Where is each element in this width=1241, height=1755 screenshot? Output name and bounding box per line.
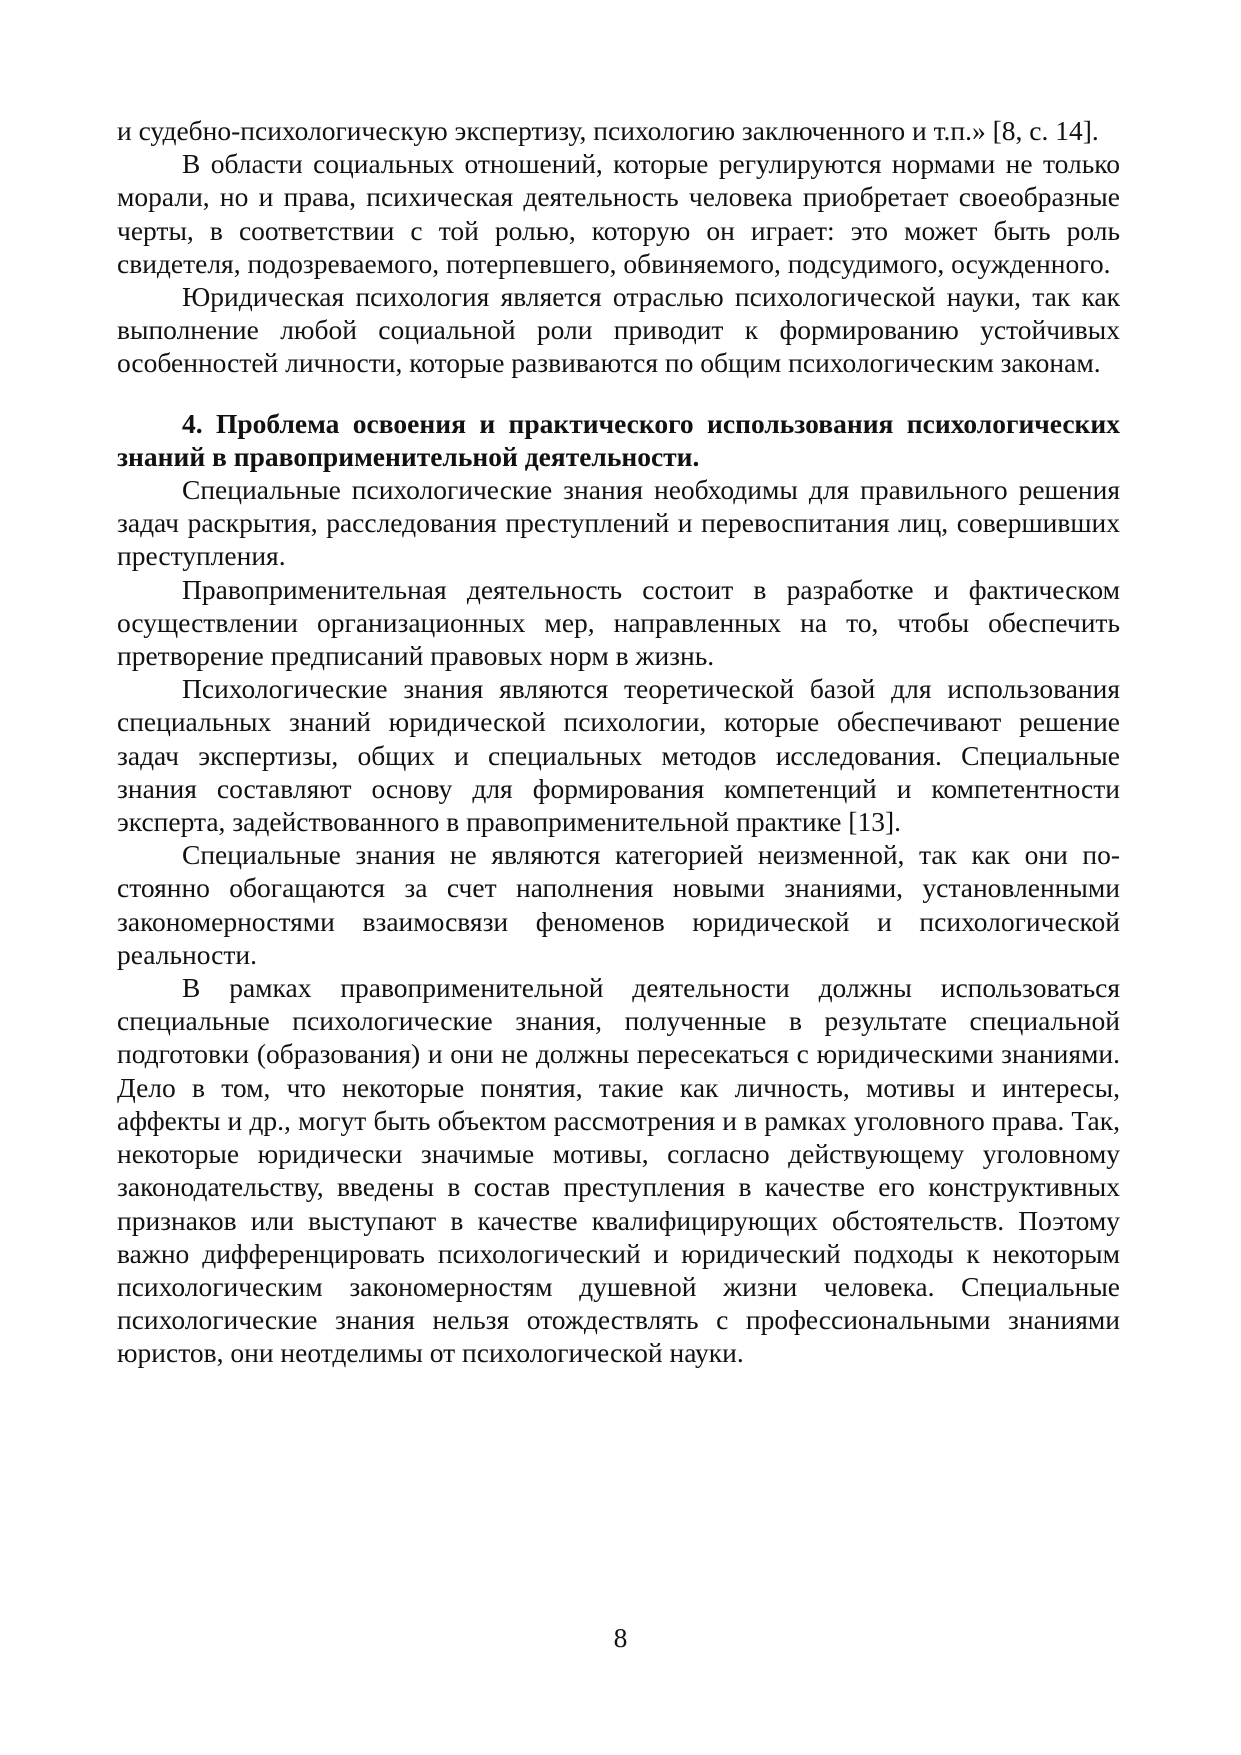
body-paragraph: Специальные психологические знания необходимы для правильного решения задач раскрытия, расследования преступлений и перевоспитания лиц, совершивших преступления. [117, 474, 1120, 572]
section-heading: 4. Проблема освоения и практического использования психологических знаний в правоприменительной деятельности. [117, 407, 1120, 472]
body-paragraph: Психологические знания являются теоретической базой для использования специальных знаний юридической психологии, которые обеспечивают решение задач экспертизы, общих и специальных методов исследования. Специальные знания составляют основу для формирования компетенций и компетентности эксперта, задействованного в правоприменительной практике [13]. [117, 673, 1120, 838]
body-paragraph: В области социальных отношений, которые регулируются нормами не только морали, но и права, психическая деятельность человека приобретает своеобразные черты, в соответствии с той ролью, которую он играет: это может быть роль свидетеля, подозреваемого, потерпевшего, обвиняемого, подсудимого, осужденного. [117, 148, 1120, 279]
opening-paragraph: и судебно-психологическую экспертизу, психологию заключенного и т.п.» [8, с. 14]. [117, 115, 1099, 146]
page-number: 8 [613, 1622, 628, 1653]
body-paragraph: Правоприменительная деятельность состоит в разработке и фактическом осуществлении организационных мер, направленных на то, чтобы обеспечить претворение предписаний правовых норм в жизнь. [117, 573, 1120, 672]
text-column [117, 114, 1120, 1370]
body-paragraph: В рамках правоприменительной деятельности должны использоваться специальные психологические знания, полученные в результате специальной подготовки (образования) и они не должны пересекаться с юридическими знаниями. Дело в том, что некоторые понятия, такие как личность, мотивы и интересы, аффекты и др., могут быть объектом рассмотрения и в рамках уголовного права. Так, некоторые юридически значимые мотивы, согласно действующему уголовному законодательству, введены в состав преступления в качестве его конструктивных признаков или выступают в качестве квалифицирующих обстоятельств. Поэтому важно дифференцировать психологический и юридический подходы к некоторым психологическим закономерностям душевной жизни человека. Специальные психологические знания нельзя отождествлять с профессиональными знаниями юристов, они неотделимы от психологической науки. [117, 972, 1120, 1369]
body-paragraph: Юридическая психология является отраслью психологической науки, так как выполнение любой социальной роли приводит к формированию устойчивых особенностей личности, которые развиваются по общим психологическим законам. [117, 281, 1120, 379]
body-paragraph: Специальные знания не являются категорией неизменной, так как они постоянно обогащаются за счет наполнения новыми знаниями, установленными закономерностями взаимосвязи феноменов юридической и психологической реальности. [117, 839, 1120, 970]
